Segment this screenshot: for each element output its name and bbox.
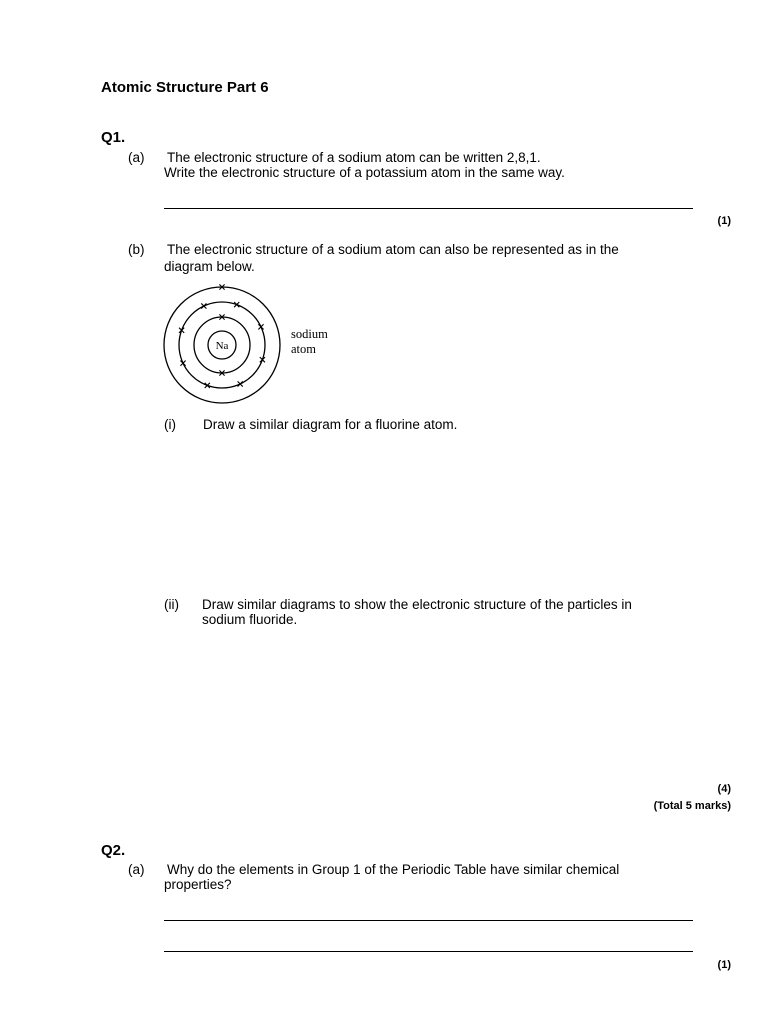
- q1b-ii-drawing-area[interactable]: [164, 635, 724, 775]
- page-title: Atomic Structure Part 6: [101, 79, 269, 96]
- question-1-heading: Q1.: [101, 129, 126, 146]
- q1b-label: (b): [128, 242, 145, 257]
- q1b-text-line1: The electronic structure of a sodium atom can also be represented as in the: [167, 242, 619, 257]
- electron-mark: [258, 324, 263, 329]
- nucleus-label: Na: [215, 340, 229, 352]
- q2a-marks: (1): [717, 959, 731, 971]
- q2a-answer-line-2[interactable]: [164, 951, 693, 952]
- q2a-text-line2: properties?: [164, 877, 232, 892]
- q1b-i-label: (i): [164, 417, 176, 432]
- electron-mark: [238, 381, 243, 386]
- q1b-marks: (4): [717, 783, 731, 795]
- q2a-label: (a): [128, 862, 145, 877]
- q2a-answer-line-1[interactable]: [164, 920, 693, 921]
- q1a-text-line2: Write the electronic structure of a potassium atom in the same way.: [164, 165, 565, 180]
- q1b-ii-text-line2: sodium fluoride.: [202, 612, 298, 627]
- electron-mark: [180, 361, 185, 366]
- q2a-text-line1: Why do the elements in Group 1 of the Periodic Table have similar chemical: [167, 862, 620, 877]
- q1a-answer-line[interactable]: [164, 208, 693, 209]
- q1a-label: (a): [128, 150, 145, 165]
- q1b-ii-label: (ii): [164, 597, 179, 612]
- q1-total-marks: (Total 5 marks): [653, 800, 731, 812]
- q1a-text-line1: The electronic structure of a sodium atom can be written 2,8,1.: [167, 150, 541, 165]
- q1a-marks: (1): [717, 215, 731, 227]
- diagram-caption-line1: sodium: [291, 327, 328, 341]
- question-2-heading: Q2.: [101, 842, 126, 859]
- electron-mark: [201, 303, 206, 308]
- q1b-ii-text-line1: Draw similar diagrams to show the electronic structure of the particles in: [202, 597, 632, 612]
- sodium-atom-diagram: [160, 284, 350, 404]
- diagram-caption-line2: atom: [291, 342, 316, 356]
- q1b-i-text: Draw a similar diagram for a fluorine atom.: [203, 417, 458, 432]
- q1b-text-line2: diagram below.: [164, 259, 255, 274]
- q1b-i-drawing-area[interactable]: [164, 440, 724, 590]
